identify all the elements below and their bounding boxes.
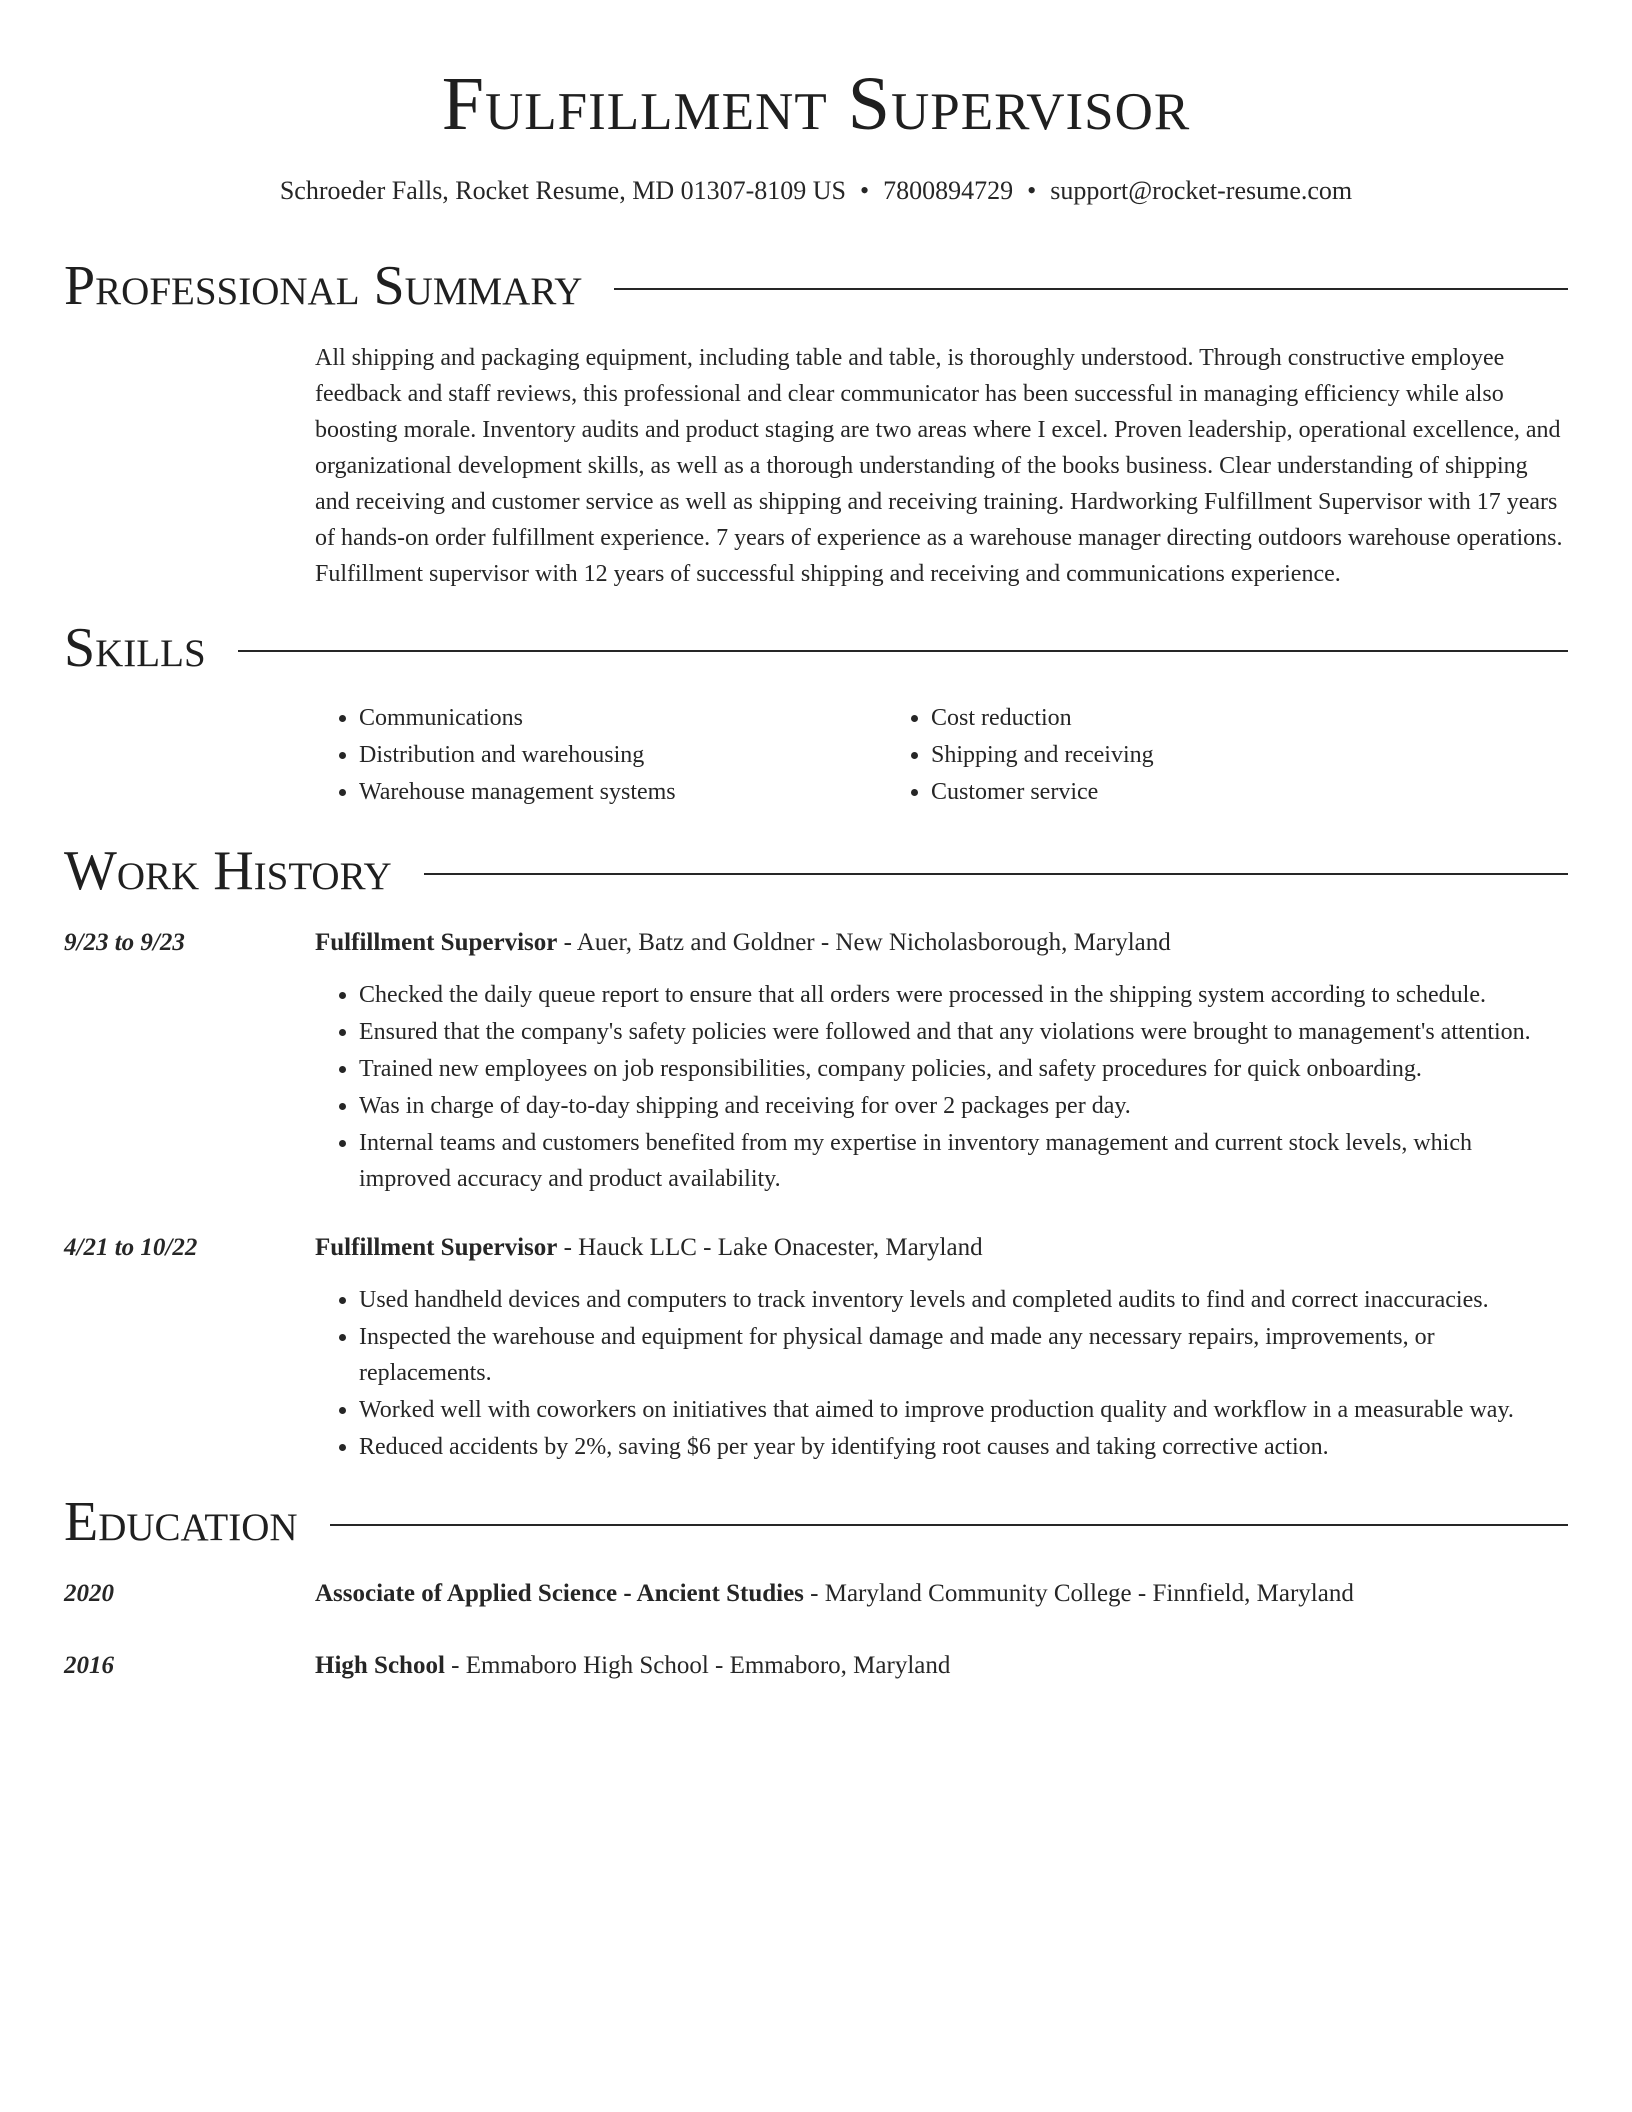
job-bullet: • Inspected the warehouse and equipment for physical damage and made any necessary repairs, improvements, or replacements. — [359, 1319, 1568, 1391]
job-title: Fulfillment Supervisor — [315, 1234, 558, 1261]
summary-section-header — [64, 254, 1568, 318]
education-school: - Maryland Community College - Finnfield, Maryland — [803, 1580, 1354, 1607]
skills-column-right — [887, 700, 1459, 811]
section-divider — [424, 873, 1568, 875]
skill-item: • Communications — [359, 700, 887, 737]
candidate-name: Fulfillment Supervisor — [441, 62, 1191, 146]
contact-line — [64, 174, 1568, 208]
contact-separator: • — [860, 176, 870, 205]
contact-email: support@rocket-resume.com — [1050, 176, 1353, 205]
job-bullet: • Used handheld devices and computers to track inventory levels and completed audits to find and correct inaccuracies. — [359, 1282, 1568, 1318]
job-employer: - Auer, Batz and Goldner - New Nicholasborough, Maryland — [557, 929, 1171, 956]
skill-item: • Shipping and receiving — [931, 737, 1459, 774]
job-dates: 9/23 to 9/23 — [64, 929, 185, 956]
skill-item: • Distribution and warehousing — [359, 737, 887, 774]
job-heading — [315, 925, 1568, 961]
contact-phone: 7800894729 — [883, 176, 1014, 205]
job-employer: - Hauck LLC - Lake Onacester, Maryland — [557, 1234, 983, 1261]
job-title: Fulfillment Supervisor — [315, 929, 558, 956]
contact-separator: • — [1027, 176, 1037, 205]
summary-heading: Professional Summary — [64, 255, 583, 317]
education-body — [315, 1576, 1568, 1612]
section-divider — [238, 650, 1568, 652]
education-school: - Emmaboro High School - Emmaboro, Maryland — [444, 1652, 951, 1679]
work-heading: Work History — [64, 840, 392, 902]
skills-heading: Skills — [64, 617, 206, 679]
contact-address: Schroeder Falls, Rocket Resume, MD 01307-8109 US — [279, 176, 847, 205]
work-section-header — [64, 839, 1568, 903]
education-year: 2020 — [64, 1580, 114, 1607]
job-dates: 4/21 to 10/22 — [64, 1234, 198, 1261]
skills-column-left — [315, 700, 887, 811]
education-degree: High School — [315, 1652, 445, 1679]
skill-item: • Customer service — [931, 774, 1459, 811]
job-bullet: • Checked the daily queue report to ensure that all orders were processed in the shipping system according to schedule. — [359, 977, 1568, 1013]
job-entry — [64, 1230, 1568, 1466]
job-bullet: • Internal teams and customers benefited from my expertise in inventory management and current stock levels, which improved accuracy and product availability. — [359, 1125, 1568, 1197]
education-year: 2016 — [64, 1652, 114, 1679]
job-bullet: • Worked well with coworkers on initiatives that aimed to improve production quality and workflow in a measurable way. — [359, 1392, 1568, 1428]
education-body — [315, 1648, 1568, 1684]
section-divider — [330, 1524, 1568, 1526]
section-divider — [614, 288, 1568, 290]
job-bullets — [315, 977, 1568, 1197]
summary-text: All shipping and packaging equipment, including table and table, is thoroughly understood. Through constructive employee feedback and staff reviews, this professional and clear communicator has been successful in managing efficiency while also boosting morale. Inventory audits and product staging are two areas where I excel. Proven leadership, operational excellence, and organizational development skills, as well as a thorough understanding of the books business. Clear understanding of shipping and receiving and customer service as well as shipping and receiving training. Hardworking Fulfillment Supervisor with 17 years of hands-on order fulfillment experience. 7 years of experience as a warehouse manager directing outdoors warehouse operations. Fulfillment supervisor with 12 years of successful shipping and receiving and communications experience. — [315, 345, 1563, 587]
skill-item: • Cost reduction — [931, 700, 1459, 737]
education-entry — [64, 1576, 1568, 1612]
job-bullet: • Was in charge of day-to-day shipping and receiving for over 2 packages per day. — [359, 1088, 1568, 1124]
job-body — [315, 1230, 1568, 1466]
skills-section-header — [64, 616, 1568, 680]
job-entry — [64, 925, 1568, 1198]
job-bullet: • Ensured that the company's safety policies were followed and that any violations were brought to management's attention. — [359, 1014, 1568, 1050]
job-bullet: • Trained new employees on job responsibilities, company policies, and safety procedures for quick onboarding. — [359, 1051, 1568, 1087]
education-heading: Education — [64, 1491, 298, 1553]
job-bullet: • Reduced accidents by 2%, saving $6 per year by identifying root causes and taking corrective action. — [359, 1429, 1568, 1465]
skill-item: • Warehouse management systems — [359, 774, 887, 811]
education-entry — [64, 1648, 1568, 1684]
job-body — [315, 925, 1568, 1198]
education-degree: Associate of Applied Science - Ancient Studies — [315, 1580, 804, 1607]
skills-list — [315, 700, 1568, 811]
job-bullets — [315, 1282, 1568, 1465]
education-section-header — [64, 1490, 1568, 1554]
job-heading — [315, 1230, 1568, 1266]
